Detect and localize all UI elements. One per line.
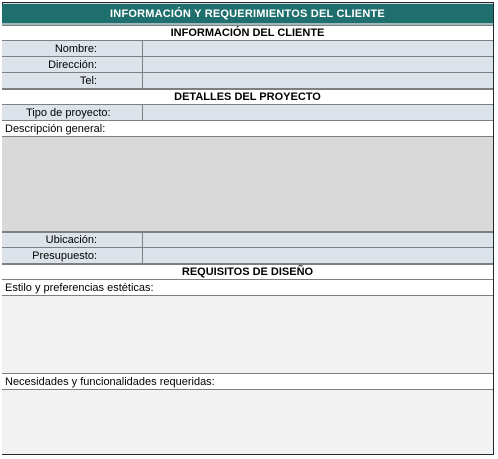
location-field[interactable]: [143, 233, 493, 247]
project-type-row: [2, 105, 493, 121]
style-label: Estilo y preferencias estéticas:: [2, 280, 493, 296]
needs-field[interactable]: [2, 390, 493, 454]
address-field[interactable]: [143, 57, 493, 72]
form-title: INFORMACIÓN Y REQUERIMIENTOS DEL CLIENTE: [2, 4, 493, 23]
description-field[interactable]: [2, 137, 493, 232]
address-row: [2, 57, 493, 73]
budget-field[interactable]: [143, 248, 493, 263]
budget-label: Presupuesto:: [2, 248, 143, 263]
project-details-heading: DETALLES DEL PROYECTO: [2, 89, 493, 105]
location-row: [2, 232, 493, 248]
project-type-label: Tipo de proyecto:: [2, 105, 143, 120]
address-label: Dirección:: [2, 57, 143, 72]
style-field[interactable]: [2, 296, 493, 374]
phone-field[interactable]: [143, 73, 493, 88]
name-field[interactable]: [143, 41, 493, 56]
needs-label: Necesidades y funcionalidades requeridas:: [2, 374, 493, 390]
description-label: Descripción general:: [2, 121, 493, 137]
design-requirements-heading: REQUISITOS DE DISEÑO: [2, 264, 493, 280]
name-label: Nombre:: [2, 41, 143, 56]
phone-label: Tel:: [2, 73, 143, 88]
name-row: [2, 41, 493, 57]
phone-row: [2, 73, 493, 89]
client-info-heading: INFORMACIÓN DEL CLIENTE: [2, 25, 493, 41]
location-label: Ubicación:: [2, 233, 143, 247]
project-type-field[interactable]: [143, 105, 493, 120]
budget-row: [2, 248, 493, 264]
